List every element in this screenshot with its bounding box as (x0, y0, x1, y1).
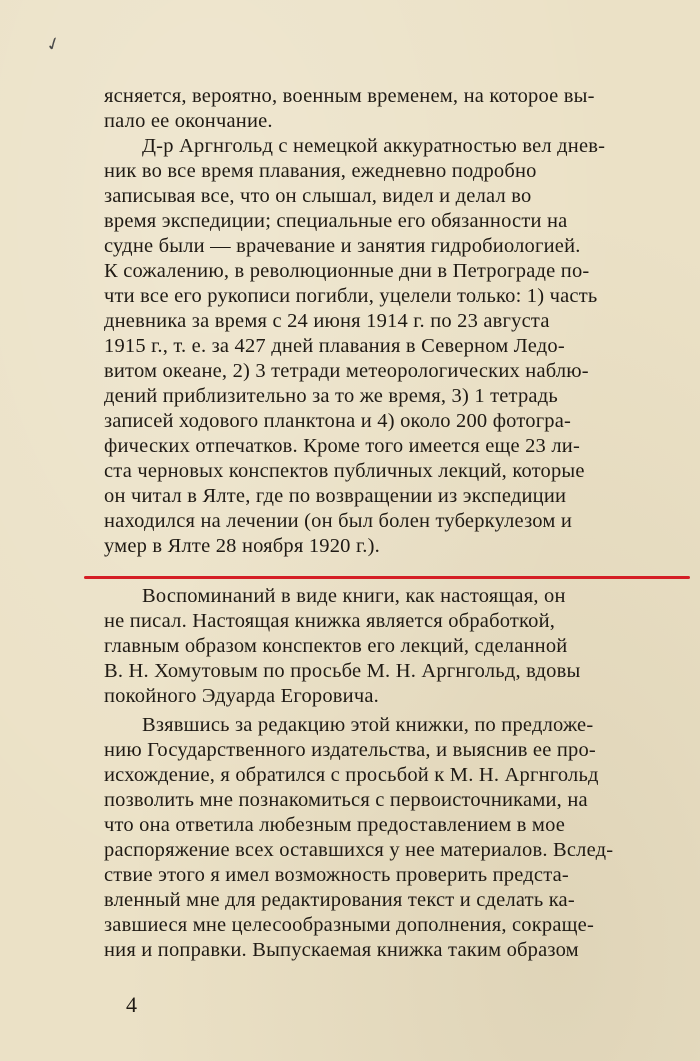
text-line-17: он читал в Ялте, где по возвращении из экспедиции (104, 485, 567, 507)
text-line-7: судне были — врачевание и занятия гидробиологией. (104, 235, 581, 257)
text-line-1: ясняется, вероятно, военным временем, на которое вы- (104, 85, 595, 107)
text-line-8: К сожалению, в революционные дни в Петрограде по- (104, 260, 590, 282)
text-line-14: записей ходового планктона и 4) около 200 фотогра- (104, 410, 572, 432)
text-line-19: умер в Ялте 28 ноября 1920 г.). (104, 535, 380, 557)
text-line-6: время экспедиции; специальные его обязанности на (104, 210, 568, 232)
text-line-31: ствие этого я имел возможность проверить предста- (104, 864, 569, 886)
page-number: 4 (126, 992, 137, 1017)
margin-check-mark: ✓ (42, 32, 64, 57)
text-line-26: нию Государственного издательства, и выяснив ее про- (104, 739, 596, 761)
text-line-33: завшиеся мне целесообразными дополнения, сокраще- (104, 914, 594, 936)
text-line-16: ста черновых конспектов публичных лекций, которые (104, 460, 585, 482)
red-underline-mark (84, 576, 690, 579)
text-line-29: что она ответила любезным предоставлением в мое (104, 814, 566, 836)
text-line-2: пало ее окончание. (104, 110, 273, 132)
text-line-18: находился на лечении (он был болен туберкулезом и (104, 510, 572, 532)
text-line-34: ния и поправки. Выпускаемая книжка таким образом (104, 939, 579, 961)
text-line-23: В. Н. Хомутовым по просьбе М. Н. Аргнгольд, вдовы (104, 660, 581, 682)
text-line-21: не писал. Настоящая книжка является обработкой, (104, 610, 556, 632)
text-line-27: исхождение, я обратился с просьбой к М. Н. Аргнгольд (104, 764, 599, 786)
text-line-5: записывая все, что он слышал, видел и делал во (104, 185, 532, 207)
text-line-11: 1915 г., т. е. за 427 дней плавания в Северном Ледо- (104, 335, 565, 357)
text-line-13: дений приблизительно за то же время, 3) 1 тетрадь (104, 385, 558, 407)
text-line-3: Д-р Аргнгольд с немецкой аккуратностью вел днев- (142, 135, 606, 157)
text-line-25: Взявшись за редакцию этой книжки, по предложе- (142, 714, 594, 736)
text-line-15: фических отпечатков. Кроме того имеется еще 23 ли- (104, 435, 580, 457)
text-line-32: вленный мне для редактирования текст и сделать ка- (104, 889, 575, 911)
text-line-28: позволить мне познакомиться с первоисточниками, на (104, 789, 588, 811)
text-line-10: дневника за время с 24 июня 1914 г. по 23 августа (104, 310, 550, 332)
text-line-20: Воспоминаний в виде книги, как настоящая, он (142, 585, 566, 607)
text-line-30: распоряжение всех оставшихся у нее материалов. Вслед- (104, 839, 614, 861)
text-line-4: ник во все время плавания, ежедневно подробно (104, 160, 537, 182)
text-line-24: покойного Эдуарда Егоровича. (104, 685, 379, 707)
text-line-12: витом океане, 2) 3 тетради метеорологических наблю- (104, 360, 589, 382)
text-line-9: чти все его рукописи погибли, уцелели только: 1) часть (104, 285, 598, 307)
text-line-22: главным образом конспектов его лекций, сделанной (104, 635, 568, 657)
